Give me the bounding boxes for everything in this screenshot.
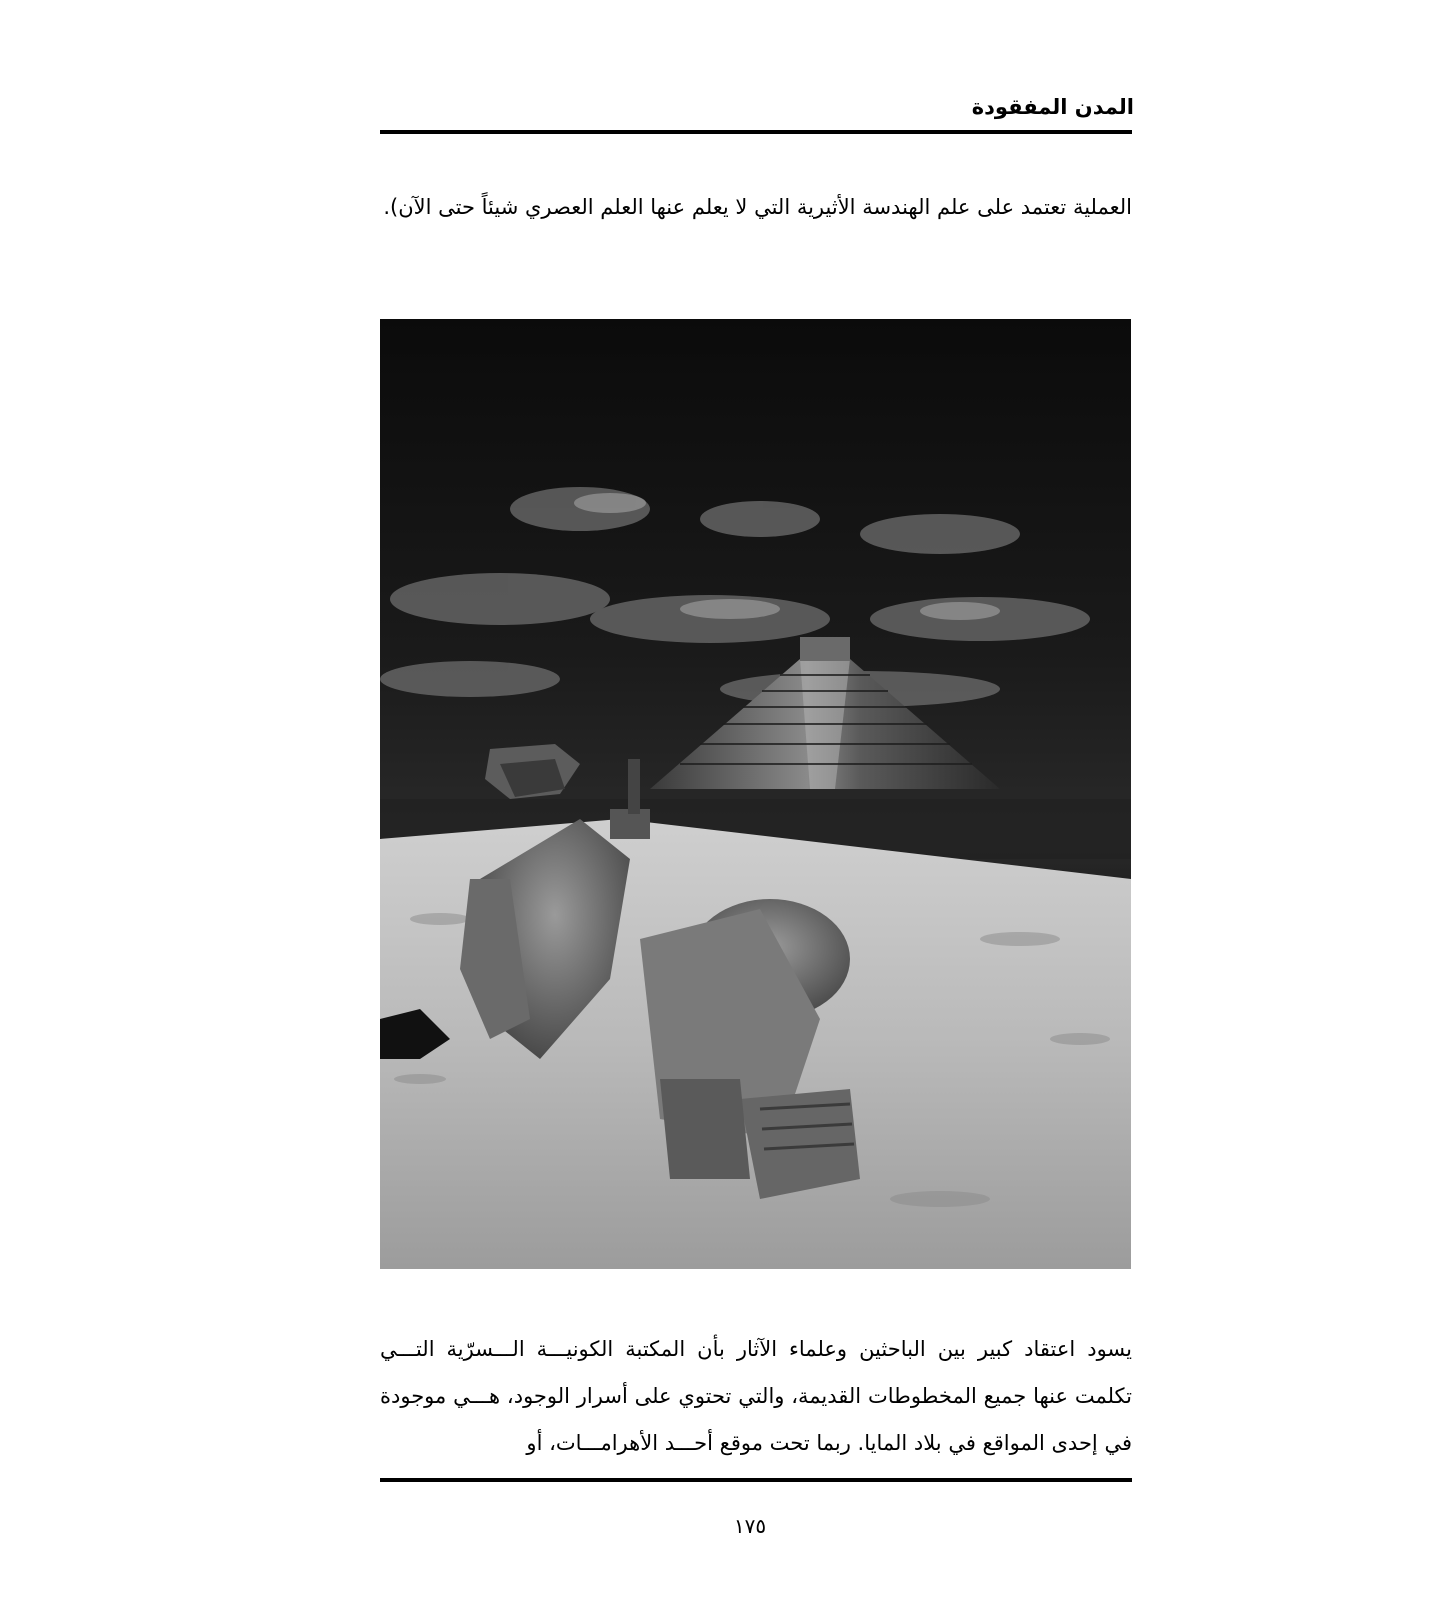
header-rule	[380, 130, 1132, 134]
paragraph-top: العملية تعتمد على علم الهندسة الأثيرية التي لا يعلم عنها العلم العصري شيئاً حتى الآن).	[383, 195, 1132, 219]
running-head: المدن المفقودة	[971, 95, 1134, 119]
photo-chac-mool	[380, 319, 1131, 1269]
footer-rule	[380, 1478, 1132, 1482]
paragraph-bottom: يسود اعتقاد كبير بين الباحثين وعلماء الآثار بأن المكتبة الكونيـــة الـــسرّية التـــي تكلمت عنها جميع المخطوطات القديمة، والتي تحتوي على أسرار الوجود، هـــي موجودة في إحدى المواقع في بلاد المايا. ربما تحت موقع أحـــد الأهرامـــات، أو	[380, 1337, 1132, 1455]
page-number: ١٧٥	[733, 1514, 767, 1538]
